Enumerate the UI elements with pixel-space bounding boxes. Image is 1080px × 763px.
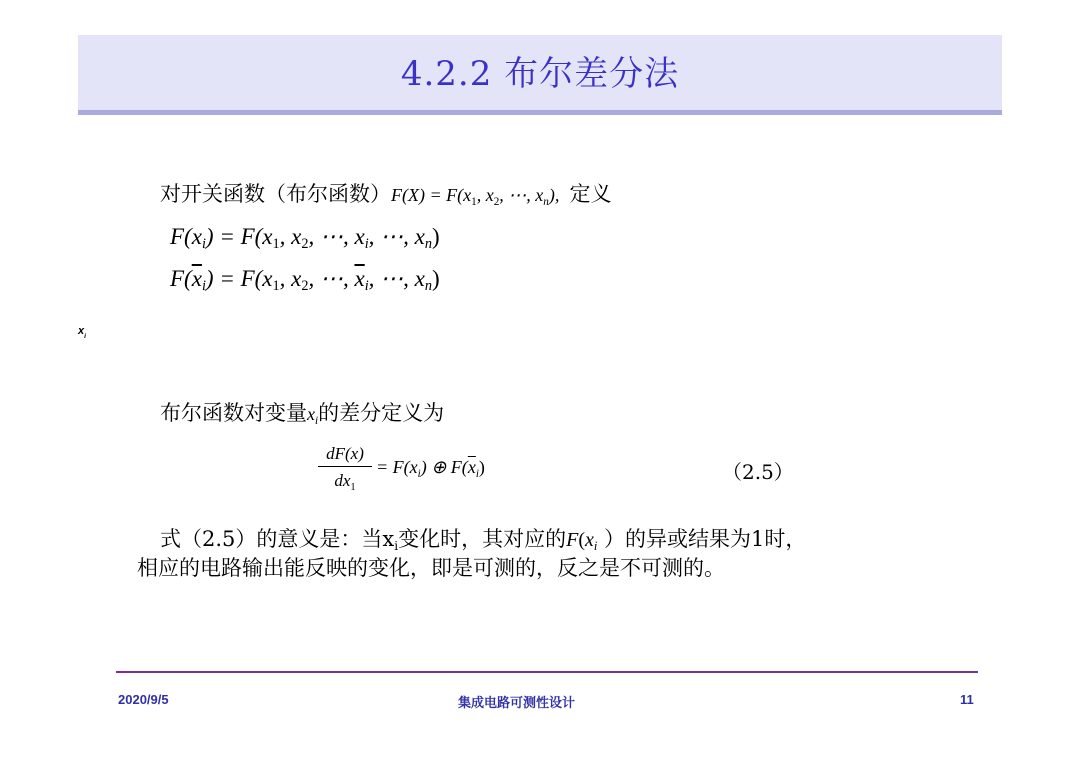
boolean-difference-fraction <box>318 444 372 491</box>
fraction-denominator <box>318 467 372 491</box>
meaning-line1-a: 式（2.5）的意义是：当x <box>160 527 395 551</box>
meaning-line-2: 相应的电路输出能反映的变化，即是可测的，反之是不可测的。 <box>137 556 725 580</box>
intro-prefix: 对开关函数（布尔函数） <box>160 182 391 206</box>
intro-formula-tail: ), <box>548 185 560 205</box>
footer-rule <box>116 671 978 673</box>
difference-rhs: = $F(x_i)$ ⊕ $F(\overline{x}_i)$ <box>376 457 485 480</box>
footer-course: 集成电路可测性设计 <box>458 695 576 710</box>
intro-formula-lhs: F(X) = F( <box>391 185 464 205</box>
eq2-rhs: ) = F( <box>205 266 263 291</box>
fraction-den-text: dx <box>334 471 351 490</box>
equation-f-xi-bar: $F(\overline{x}_i) = F(x_1$, $x_2$, ⋯, $\overline{x}_i$, ⋯, $x_n$) <box>170 266 440 294</box>
diff-def-var: $x_i$ <box>307 404 319 427</box>
intro-suffix: 定义 <box>569 182 612 206</box>
diff-rhs: = F(x <box>376 457 418 477</box>
intro-formula: $F(X) = F(x_1$, $x_2$, ⋯, $x_n$), <box>391 185 560 208</box>
eq1-rhs: ) = F( <box>205 224 263 249</box>
diff-rhs-mid: ) ⊕ F( <box>420 457 468 477</box>
meaning-line1-b: 变化时，其对应的 <box>398 527 567 551</box>
equation-number: （2.5） <box>722 460 794 484</box>
margin-var: x <box>78 325 85 337</box>
slide-title: 4.2.2 布尔差分法 <box>400 54 680 94</box>
diff-def-suffix: 的差分定义为 <box>318 401 445 425</box>
footer-date: 2020/9/5 <box>118 692 169 707</box>
intro-line <box>160 178 612 208</box>
meaning-line1-c: ）的异或结果为1时， <box>604 527 807 551</box>
equation-f-xi: $F(x_i) = F(x_1$, $x_2$, ⋯, $x_i$, ⋯, $x_n$) <box>170 224 440 252</box>
fraction-numerator: dF(x) <box>318 444 372 467</box>
eq2-lhs: F( <box>170 266 192 291</box>
margin-sub: i <box>84 333 87 340</box>
eq1-lhs: F( <box>170 224 192 249</box>
diff-def-prefix: 布尔函数对变量 <box>160 401 307 425</box>
meaning-formula: $F(x_i$ <box>566 529 598 553</box>
difference-definition <box>160 397 444 427</box>
footer-page-number: 11 <box>960 692 974 707</box>
meaning-line-1: 式（2.5）的意义是：当$x_i$变化时，其对应的$F(x_i$ ）的异或结果为1时， <box>160 527 807 553</box>
fraction-den-sub: 1 <box>350 482 356 493</box>
title-underline <box>78 110 1002 115</box>
margin-variable <box>78 325 87 340</box>
